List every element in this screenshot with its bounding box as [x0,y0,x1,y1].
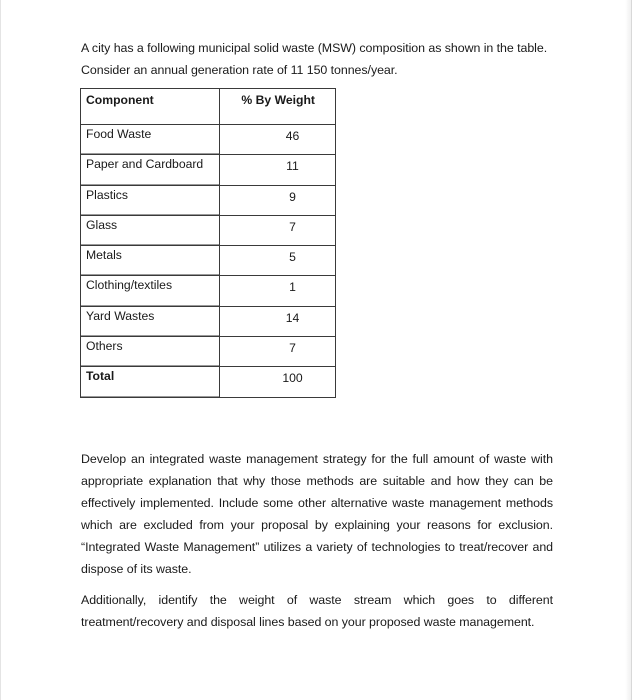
table-header-row [81,89,336,125]
table-row [81,276,336,306]
row-percent: 9 [220,185,336,215]
msw-composition-table [80,88,336,398]
intro-line-2: Consider an annual generation rate of 11 150 tonnes/year. [81,63,398,77]
table-row [81,306,336,336]
row-percent: 7 [220,215,336,245]
total-percent: 100 [220,367,336,397]
row-component: Others [81,337,220,367]
row-component: Clothing/textiles [81,276,220,306]
problem-intro [81,37,561,81]
row-component: Glass [81,215,220,245]
row-percent: 46 [220,125,336,155]
header-percent-by-weight: % By Weight [220,89,336,125]
row-component: Yard Wastes [81,306,220,336]
strategy-text: Develop an integrated waste management strategy for the full amount of waste with appropriate explanation that why those methods are suitable and how they can be effectively implemented. Include some other alternative waste management methods which are excluded from your proposal by explaining your reasons for exclusion. “Integrated Waste Management” utilizes a variety of technologies to treat/recover and dispose of its waste. [81,452,553,576]
table-row [81,155,336,185]
header-component: Component [81,89,220,125]
row-percent: 7 [220,337,336,367]
table-row [81,246,336,276]
row-percent: 11 [220,155,336,185]
table-row [81,215,336,245]
table-total-row [81,367,336,397]
additional-text: Additionally, identify the weight of waste stream which goes to different treatment/recovery and disposal lines based on your proposed waste management. [81,593,553,629]
row-component: Metals [81,246,220,276]
strategy-paragraph [81,448,553,580]
intro-line-1: A city has a following municipal solid waste (MSW) composition as shown in the table. [81,41,548,55]
additional-paragraph [81,589,553,633]
row-component: Food Waste [81,125,220,155]
table-row [81,337,336,367]
row-component: Paper and Cardboard [81,155,220,185]
row-percent: 14 [220,306,336,336]
row-component: Plastics [81,185,220,215]
table-row [81,185,336,215]
row-percent: 5 [220,246,336,276]
total-label: Total [81,367,220,397]
table-row [81,125,336,155]
row-percent: 1 [220,276,336,306]
